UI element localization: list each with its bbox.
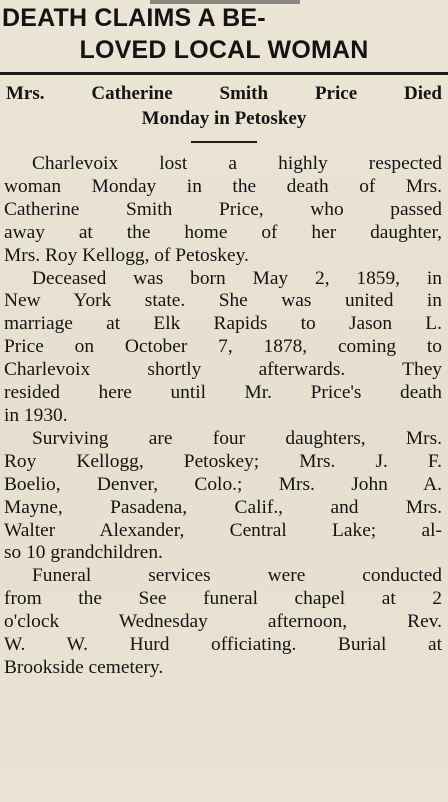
paragraph-funeral xyxy=(4,565,442,680)
text-line: Brookside cemetery. xyxy=(4,656,164,678)
text-line: Walter Alexander, Central Lake; al- xyxy=(4,519,442,541)
text-line: Boelio, Denver, Colo.; Mrs. John A. xyxy=(4,473,442,495)
text-line: Price on October 7, 1878, coming to xyxy=(4,336,442,358)
paragraph-survivors xyxy=(4,428,442,565)
text-line: Surviving are four daughters, Mrs. xyxy=(32,427,442,449)
paragraph-obituary-intro xyxy=(4,153,442,268)
text-line: woman Monday in the death of Mrs. xyxy=(4,175,442,197)
subheadline-line: Mrs. Catherine Smith Price Died xyxy=(6,83,442,104)
text-line: Mrs. Roy Kellogg, of Petoskey. xyxy=(4,244,249,266)
article-body xyxy=(4,153,442,680)
paragraph-biography xyxy=(4,268,442,428)
text-line: away at the home of her daughter, xyxy=(4,221,442,243)
text-line: Funeral services were conducted xyxy=(32,565,442,587)
headline-line: LOVED LOCAL WOMAN xyxy=(79,36,369,64)
text-line: Mayne, Pasadena, Calif., and Mrs. xyxy=(4,496,442,518)
headline-line: DEATH CLAIMS A BE- xyxy=(2,4,266,32)
headline-divider xyxy=(0,72,448,75)
text-line: o'clock Wednesday afternoon, Rev. xyxy=(4,611,442,633)
text-line: in 1930. xyxy=(4,404,68,426)
text-line: Roy Kellogg, Petoskey; Mrs. J. F. xyxy=(4,450,442,472)
text-line: New York state. She was united in xyxy=(4,290,442,312)
subheadline-line: Monday in Petoskey xyxy=(141,108,307,129)
text-line: Charlevoix lost a highly respected xyxy=(32,153,442,174)
subheadline xyxy=(6,81,442,131)
text-line: marriage at Elk Rapids to Jason L. xyxy=(4,313,442,335)
text-line: Charlevoix shortly afterwards. They xyxy=(4,359,442,381)
text-line: from the See funeral chapel at 2 xyxy=(4,588,442,610)
section-divider xyxy=(191,141,257,143)
text-line: resided here until Mr. Price's death xyxy=(4,382,442,404)
top-edge-rule xyxy=(150,0,300,4)
text-line: W. W. Hurd officiating. Burial at xyxy=(4,634,442,656)
text-line: Catherine Smith Price, who passed xyxy=(4,198,442,220)
text-line: Deceased was born May 2, 1859, in xyxy=(32,267,442,289)
headline xyxy=(0,0,448,66)
text-line: so 10 grandchildren. xyxy=(4,542,163,564)
